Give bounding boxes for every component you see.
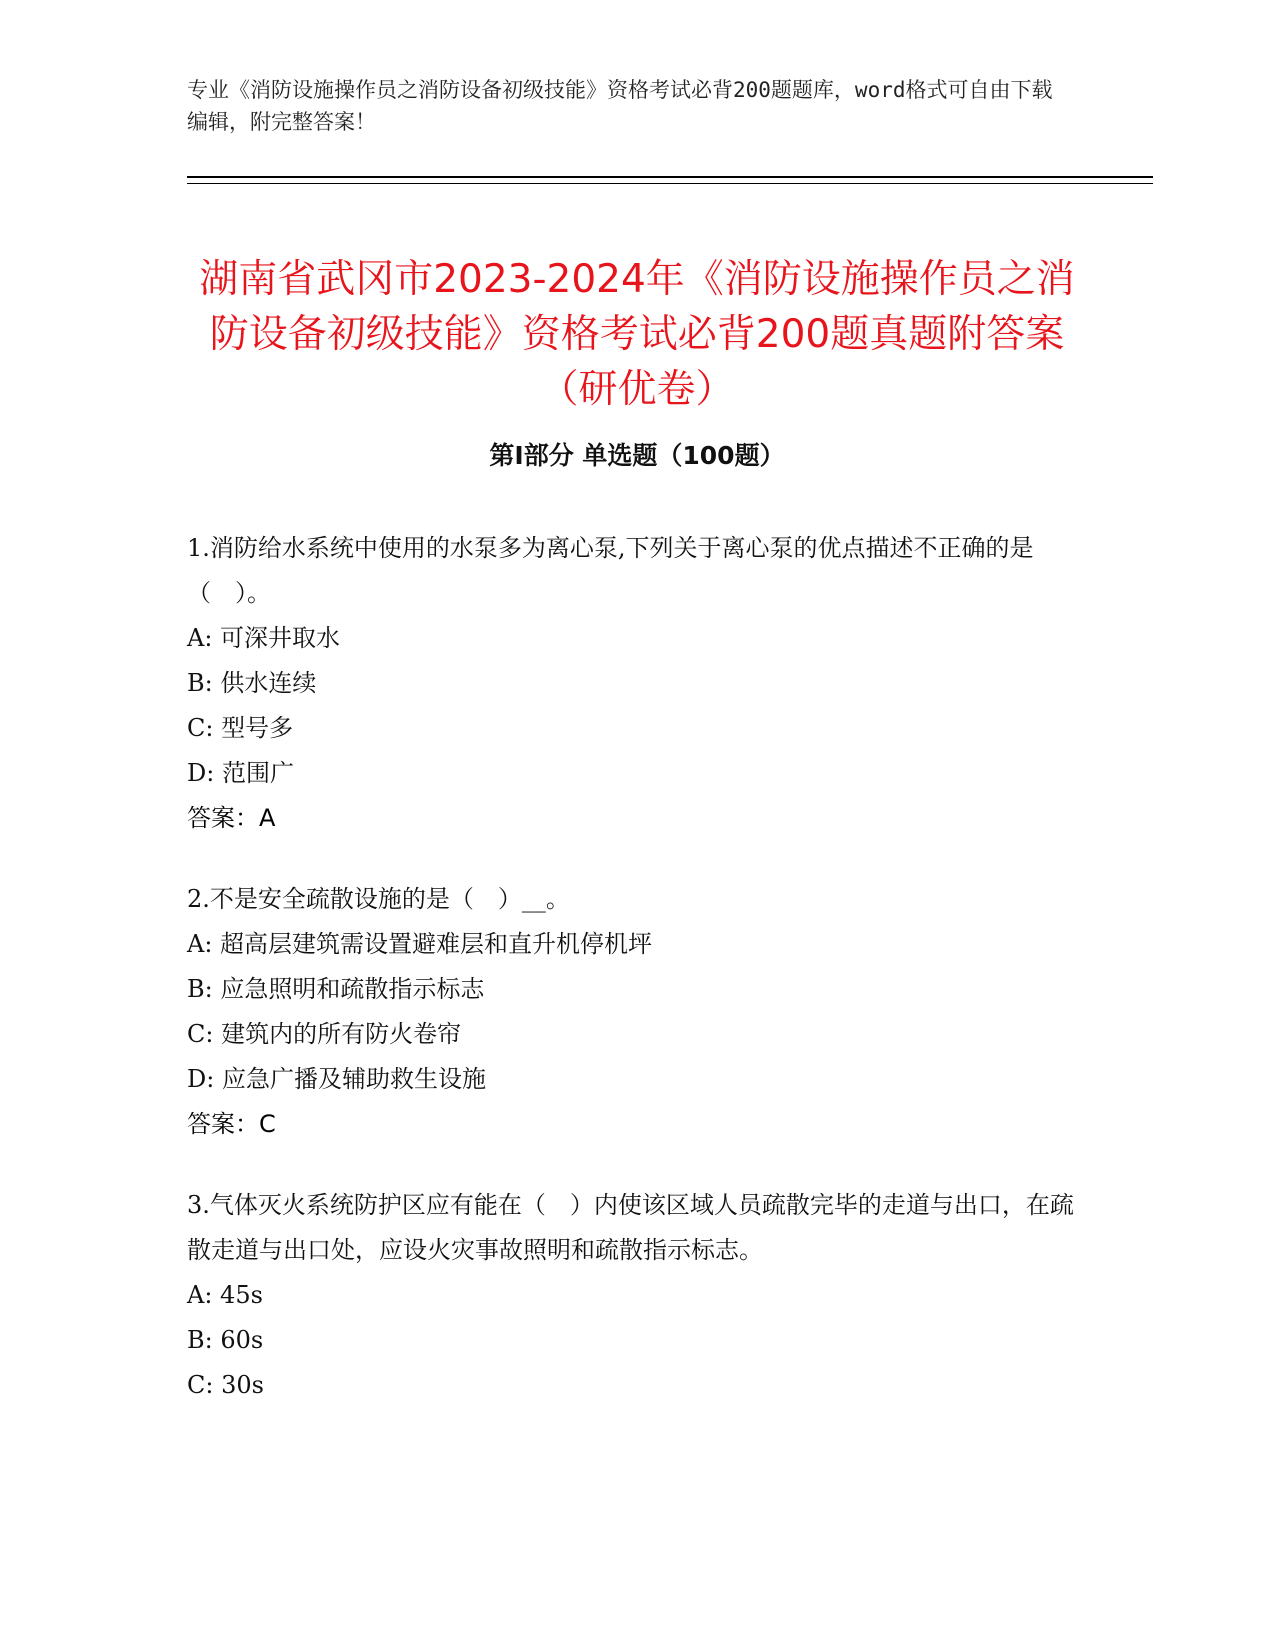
option-c: C: 建筑内的所有防火卷帘 (187, 1020, 462, 1048)
option-b: B: 应急照明和疏散指示标志 (187, 975, 485, 1003)
question-stem: 1.消防给水系统中使用的水泵多为离心泵,下列关于离心泵的优点描述不正确的是（ ）。 (187, 534, 1034, 607)
option-b: B: 供水连续 (187, 669, 317, 697)
answer: 答案：A (187, 804, 276, 832)
option-a: A: 45s (187, 1281, 263, 1309)
section-heading: 第Ⅰ部分 单选题（100题） (489, 441, 785, 470)
question-stem: 3.气体灭火系统防护区应有能在（ ）内使该区域人员疏散完毕的走道与出口，在疏散走道与出口处，应设火灾事故照明和疏散指示标志。 (187, 1191, 1074, 1264)
document-title: 湖南省武冈市2023-2024年《消防设施操作员之消防设备初级技能》资格考试必背200题真题附答案（研优卷） (199, 257, 1075, 413)
question-1 (187, 526, 1087, 841)
option-d: D: 应急广播及辅助救生设施 (187, 1065, 486, 1093)
option-c: C: 30s (187, 1371, 264, 1399)
question-stem: 2.不是安全疏散设施的是（ ）__。 (187, 885, 570, 913)
option-a: A: 可深井取水 (187, 624, 341, 652)
question-list (187, 526, 1087, 1444)
answer: 答案：C (187, 1110, 276, 1138)
question-2 (187, 877, 1087, 1147)
question-3 (187, 1183, 1087, 1408)
option-a: A: 超高层建筑需设置避难层和直升机停机坪 (187, 930, 653, 958)
header-divider-thick (187, 176, 1153, 178)
option-c: C: 型号多 (187, 714, 294, 742)
header-note: 专业《消防设施操作员之消防设备初级技能》资格考试必背200题题库，word格式可自由下载编辑，附完整答案！ (187, 78, 1053, 134)
option-b: B: 60s (187, 1326, 264, 1354)
header-divider-thin (187, 183, 1153, 184)
option-d: D: 范围广 (187, 759, 294, 787)
